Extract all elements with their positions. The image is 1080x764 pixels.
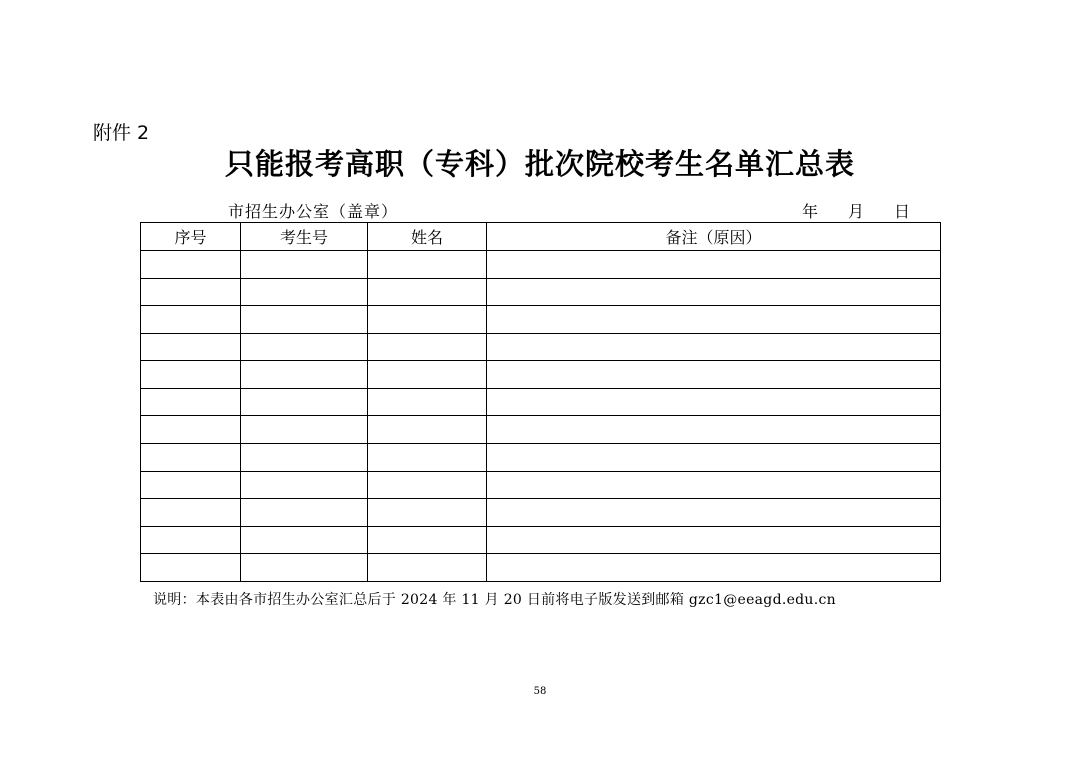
footnote: 说明：本表由各市招生办公室汇总后于 2024 年 11 月 20 日前将电子版发送到邮箱 gzc1@eeagd.edu.cn [153, 592, 836, 608]
table-row [141, 499, 941, 527]
table-cell[interactable] [368, 499, 487, 527]
table-cell[interactable] [487, 444, 941, 472]
year-label: 年 [802, 202, 819, 221]
table-cell[interactable] [487, 526, 941, 554]
table-cell[interactable] [487, 251, 941, 279]
page-number: 58 [533, 686, 547, 697]
table-row [141, 388, 941, 416]
table-cell[interactable] [368, 306, 487, 334]
table-cell[interactable] [141, 554, 241, 582]
table-cell[interactable] [241, 251, 368, 279]
table-header-row [141, 223, 941, 251]
table-cell[interactable] [241, 333, 368, 361]
table-row [141, 306, 941, 334]
table-row [141, 361, 941, 389]
table-cell[interactable] [241, 499, 368, 527]
table-cell[interactable] [241, 361, 368, 389]
table-cell[interactable] [141, 416, 241, 444]
table-cell[interactable] [141, 388, 241, 416]
table-cell[interactable] [241, 471, 368, 499]
table-cell[interactable] [368, 554, 487, 582]
header-serial-number: 序号 [141, 223, 241, 251]
table-cell[interactable] [368, 526, 487, 554]
table-row [141, 526, 941, 554]
table-cell[interactable] [141, 333, 241, 361]
table-row [141, 416, 941, 444]
table-cell[interactable] [487, 333, 941, 361]
table-cell[interactable] [368, 361, 487, 389]
table-cell[interactable] [241, 526, 368, 554]
table-cell[interactable] [241, 444, 368, 472]
table-cell[interactable] [241, 278, 368, 306]
table-cell[interactable] [241, 554, 368, 582]
table-cell[interactable] [241, 416, 368, 444]
header-remarks: 备注（原因） [487, 223, 941, 251]
page-title: 只能报考高职（专科）批次院校考生名单汇总表 [224, 147, 855, 181]
table-row [141, 333, 941, 361]
day-label: 日 [894, 202, 911, 221]
header-name: 姓名 [368, 223, 487, 251]
table-cell[interactable] [487, 306, 941, 334]
table-row [141, 251, 941, 279]
table-cell[interactable] [141, 306, 241, 334]
table-cell[interactable] [368, 471, 487, 499]
table-row [141, 471, 941, 499]
table-cell[interactable] [141, 361, 241, 389]
table-cell[interactable] [487, 471, 941, 499]
table-cell[interactable] [368, 251, 487, 279]
summary-table [140, 222, 941, 582]
table-row [141, 554, 941, 582]
month-label: 月 [848, 202, 865, 221]
table-cell[interactable] [141, 471, 241, 499]
table-cell[interactable] [141, 499, 241, 527]
table-cell[interactable] [368, 416, 487, 444]
table-cell[interactable] [487, 361, 941, 389]
office-stamp-label: 市招生办公室（盖章） [228, 202, 399, 221]
table-cell[interactable] [368, 333, 487, 361]
table-cell[interactable] [368, 388, 487, 416]
table-cell[interactable] [487, 499, 941, 527]
table-cell[interactable] [141, 251, 241, 279]
table-cell[interactable] [141, 526, 241, 554]
attachment-label: 附件 2 [93, 122, 150, 144]
table-row [141, 278, 941, 306]
table-cell[interactable] [141, 278, 241, 306]
table-cell[interactable] [241, 388, 368, 416]
table-cell[interactable] [487, 388, 941, 416]
table-cell[interactable] [487, 278, 941, 306]
table-cell[interactable] [241, 306, 368, 334]
table-row [141, 444, 941, 472]
table-cell[interactable] [141, 444, 241, 472]
table-cell[interactable] [368, 444, 487, 472]
table-cell[interactable] [487, 416, 941, 444]
table-cell[interactable] [368, 278, 487, 306]
header-candidate-number: 考生号 [241, 223, 368, 251]
table-cell[interactable] [487, 554, 941, 582]
